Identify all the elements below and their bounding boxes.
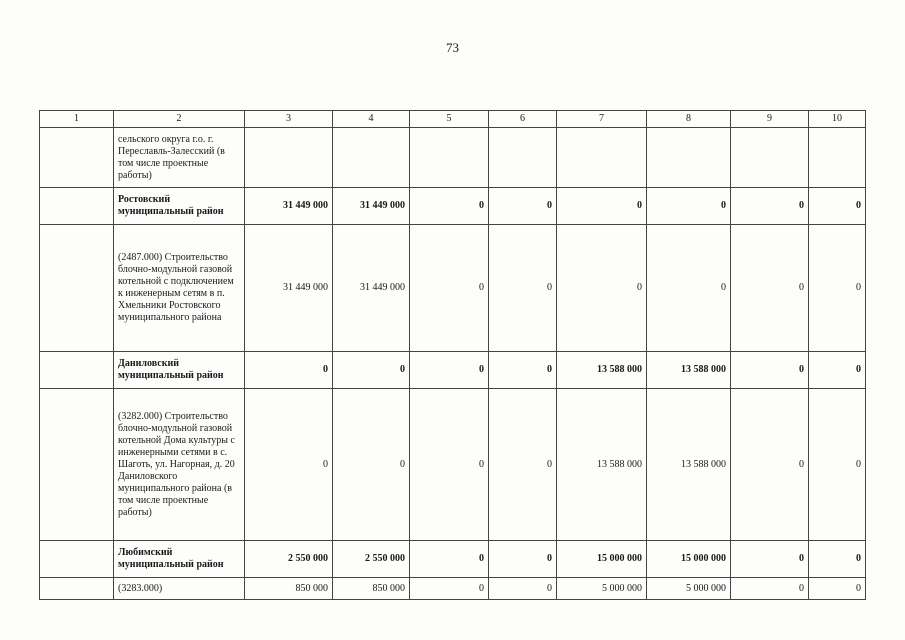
cell-col10: 0 xyxy=(809,352,866,389)
cell-col5: 0 xyxy=(410,578,489,600)
cell-col10: 0 xyxy=(809,225,866,352)
cell-col3: 850 000 xyxy=(245,578,333,600)
cell-col7: 5 000 000 xyxy=(557,578,647,600)
table-row-project xyxy=(40,389,866,541)
table-row-project xyxy=(40,578,866,600)
col-header-5: 5 xyxy=(410,111,489,128)
cell-col7: 0 xyxy=(557,188,647,225)
cell-col5 xyxy=(410,128,489,188)
cell-index xyxy=(40,225,114,352)
cell-col8: 0 xyxy=(647,188,731,225)
cell-name: (2487.000) Строительство блочно-модульной газовой котельной с подключением к инженерным сетям в п. Хмельники Ростовского муниципального района xyxy=(114,225,245,352)
cell-col5: 0 xyxy=(410,389,489,541)
cell-index xyxy=(40,389,114,541)
cell-col8 xyxy=(647,128,731,188)
cell-col4: 31 449 000 xyxy=(333,188,410,225)
cell-col7 xyxy=(557,128,647,188)
cell-col9: 0 xyxy=(731,352,809,389)
cell-col5: 0 xyxy=(410,225,489,352)
cell-col6: 0 xyxy=(489,389,557,541)
col-header-8: 8 xyxy=(647,111,731,128)
col-header-4: 4 xyxy=(333,111,410,128)
col-header-3: 3 xyxy=(245,111,333,128)
cell-col7: 15 000 000 xyxy=(557,541,647,578)
cell-col9: 0 xyxy=(731,225,809,352)
cell-col10: 0 xyxy=(809,188,866,225)
col-header-6: 6 xyxy=(489,111,557,128)
cell-col8: 13 588 000 xyxy=(647,389,731,541)
cell-col5: 0 xyxy=(410,352,489,389)
cell-name: сельского округа г.о. г. Переславль-Залесский (в том числе проектные работы) xyxy=(114,128,245,188)
cell-col3: 2 550 000 xyxy=(245,541,333,578)
cell-col6: 0 xyxy=(489,225,557,352)
cell-col4 xyxy=(333,128,410,188)
cell-col4: 0 xyxy=(333,352,410,389)
cell-col3: 0 xyxy=(245,352,333,389)
cell-col8: 15 000 000 xyxy=(647,541,731,578)
cell-col4: 0 xyxy=(333,389,410,541)
cell-col4: 31 449 000 xyxy=(333,225,410,352)
cell-col9: 0 xyxy=(731,578,809,600)
header-row xyxy=(40,111,866,128)
page-number: 73 xyxy=(446,40,459,55)
cell-col8: 5 000 000 xyxy=(647,578,731,600)
cell-col10: 0 xyxy=(809,541,866,578)
cell-col7: 0 xyxy=(557,225,647,352)
cell-col6 xyxy=(489,128,557,188)
cell-col3 xyxy=(245,128,333,188)
cell-col9: 0 xyxy=(731,188,809,225)
cell-col9: 0 xyxy=(731,541,809,578)
cell-name: Ростовский муниципальный район xyxy=(114,188,245,225)
cell-index xyxy=(40,352,114,389)
cell-index xyxy=(40,128,114,188)
col-header-1: 1 xyxy=(40,111,114,128)
cell-col6: 0 xyxy=(489,578,557,600)
cell-col8: 13 588 000 xyxy=(647,352,731,389)
cell-name: (3282.000) Строительство блочно-модульной газовой котельной Дома культуры с инженерными сетями в с. Шаготь, ул. Нагорная, д. 20 Даниловского муниципального района (в том числе проектные работы) xyxy=(114,389,245,541)
cell-col8: 0 xyxy=(647,225,731,352)
cell-col7: 13 588 000 xyxy=(557,389,647,541)
col-header-2: 2 xyxy=(114,111,245,128)
cell-col6: 0 xyxy=(489,541,557,578)
col-header-7: 7 xyxy=(557,111,647,128)
table-row-project xyxy=(40,128,866,188)
cell-name: Даниловский муниципальный район xyxy=(114,352,245,389)
cell-col3: 0 xyxy=(245,389,333,541)
cell-name: (3283.000) xyxy=(114,578,245,600)
table-row-project xyxy=(40,225,866,352)
cell-col3: 31 449 000 xyxy=(245,188,333,225)
col-header-9: 9 xyxy=(731,111,809,128)
cell-col9 xyxy=(731,128,809,188)
cell-col6: 0 xyxy=(489,188,557,225)
cell-col10: 0 xyxy=(809,578,866,600)
cell-index xyxy=(40,541,114,578)
cell-col4: 2 550 000 xyxy=(333,541,410,578)
cell-col10: 0 xyxy=(809,389,866,541)
cell-col5: 0 xyxy=(410,188,489,225)
table-row-district xyxy=(40,188,866,225)
cell-name: Любимский муниципальный район xyxy=(114,541,245,578)
cell-col3: 31 449 000 xyxy=(245,225,333,352)
table-row-district xyxy=(40,352,866,389)
cell-col10 xyxy=(809,128,866,188)
table-row-district xyxy=(40,541,866,578)
cell-col4: 850 000 xyxy=(333,578,410,600)
cell-index xyxy=(40,188,114,225)
cell-index xyxy=(40,578,114,600)
cell-col9: 0 xyxy=(731,389,809,541)
budget-table xyxy=(39,110,866,600)
cell-col5: 0 xyxy=(410,541,489,578)
cell-col6: 0 xyxy=(489,352,557,389)
col-header-10: 10 xyxy=(809,111,866,128)
cell-col7: 13 588 000 xyxy=(557,352,647,389)
